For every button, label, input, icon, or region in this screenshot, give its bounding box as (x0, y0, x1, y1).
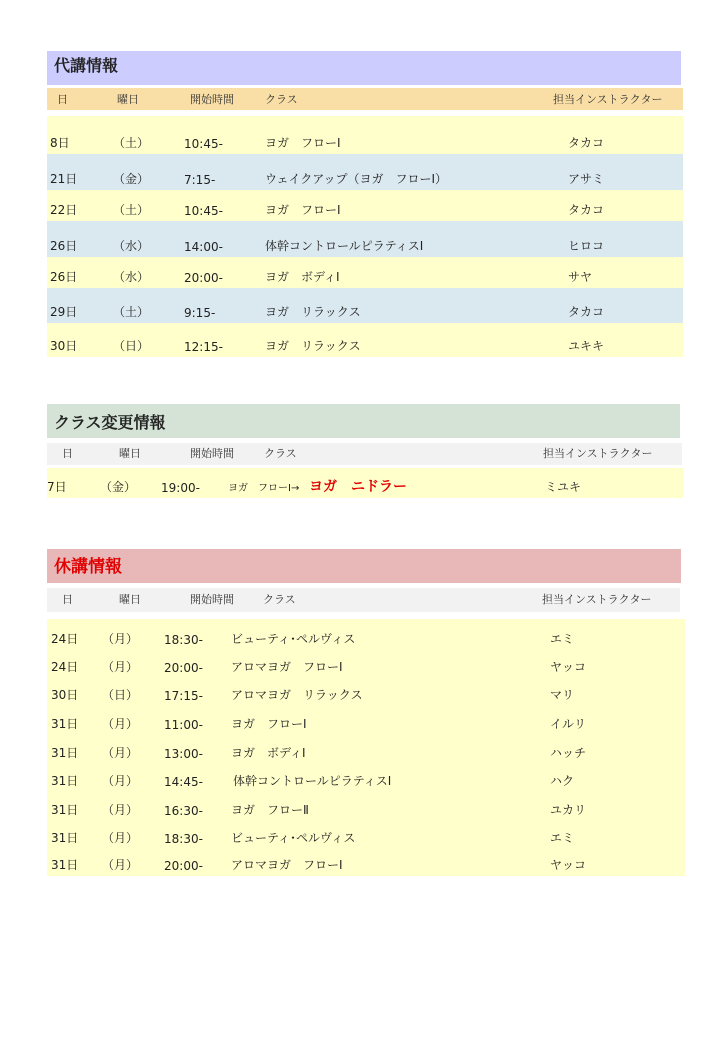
cell-day: 31日 (51, 803, 79, 817)
header-weekday: 曜日 (117, 93, 139, 106)
cell-class: ヨガ フローⅡ (231, 803, 309, 817)
cell-time: 18:30- (164, 832, 203, 846)
cell-instructor: ユカリ (550, 803, 587, 817)
table-row (47, 619, 683, 650)
header-instructor: 担当インストラクター (553, 93, 663, 106)
cell-time: 19:00- (161, 481, 200, 495)
cell-day: 31日 (51, 858, 79, 872)
cell-weekday: （月） (102, 774, 139, 788)
cell-time: 17:15- (164, 689, 203, 703)
cell-day: 29日 (50, 305, 78, 319)
cell-day: 30日 (51, 688, 79, 702)
table-row (47, 764, 683, 792)
cell-instructor: エミ (550, 632, 575, 646)
cell-weekday: （月） (102, 746, 139, 760)
header-class: クラス (263, 593, 296, 606)
cell-class: ヨガ リラックス (265, 305, 361, 319)
cell-instructor: ミユキ (545, 480, 582, 494)
cell-instructor: マリ (550, 688, 575, 702)
header-class: クラス (264, 447, 297, 460)
cell-instructor: ハク (550, 774, 575, 788)
cell-class-from: ヨガ フローⅠ→ (228, 483, 300, 494)
table-row (47, 221, 683, 257)
header-time: 開始時間 (190, 93, 234, 106)
substitute-title: 代講情報 (54, 56, 119, 75)
cell-weekday: （金） (100, 480, 137, 494)
table-row (47, 706, 683, 735)
cell-time: 10:45- (184, 204, 223, 218)
cell-class: ビューティ･ペルヴィス (231, 831, 356, 845)
cancellation-table (47, 619, 685, 876)
substitute-header-row (47, 88, 683, 110)
cell-weekday: （月） (102, 831, 139, 845)
cell-time: 16:30- (164, 804, 203, 818)
header-day: 日 (57, 93, 68, 106)
cell-instructor: ヤッコ (550, 660, 587, 674)
table-row (47, 821, 683, 849)
cell-instructor: イルリ (550, 717, 587, 731)
cell-class: ヨガ フローⅠ (231, 717, 307, 731)
cell-weekday: （月） (102, 803, 139, 817)
cell-class: 体幹コントロールピラティスⅠ (233, 774, 392, 788)
cell-day: 24日 (51, 660, 79, 674)
cell-day: 24日 (51, 632, 79, 646)
table-row (47, 468, 683, 498)
cell-day: 22日 (50, 203, 78, 217)
table-row (47, 735, 683, 764)
cell-weekday: （日） (102, 688, 139, 702)
table-row (47, 154, 683, 190)
cell-day: 21日 (50, 172, 78, 186)
class-change-header-row (47, 443, 682, 465)
cell-class: アロマヨガ フローⅠ (231, 858, 343, 872)
table-row (47, 849, 683, 876)
cell-weekday: （月） (102, 632, 139, 646)
cell-class: ヨガ リラックス (265, 339, 361, 353)
cancellation-title: 休講情報 (54, 557, 122, 577)
cell-class: ビューティ･ペルヴィス (231, 632, 356, 646)
cell-time: 14:00- (184, 240, 223, 254)
header-day: 日 (62, 593, 73, 606)
cell-day: 31日 (51, 746, 79, 760)
header-instructor: 担当インストラクター (542, 593, 652, 606)
cell-time: 10:45- (184, 137, 223, 151)
table-row (47, 678, 683, 706)
table-row (47, 116, 683, 154)
cell-instructor: ハッチ (550, 746, 587, 760)
cancellation-title-band (47, 549, 681, 583)
cell-time: 12:15- (184, 340, 223, 354)
cell-time: 14:45- (164, 775, 203, 789)
table-row (47, 792, 683, 821)
cell-instructor: アサミ (568, 172, 605, 186)
cell-weekday: （土） (113, 203, 150, 217)
header-weekday: 曜日 (119, 593, 141, 606)
cell-day: 30日 (50, 339, 78, 353)
cell-class: ウェイクアップ（ヨガ フローⅠ） (265, 172, 447, 186)
cell-time: 20:00- (164, 661, 203, 675)
class-change-title-band (47, 404, 680, 438)
header-class: クラス (265, 93, 298, 106)
cell-time: 9:15- (184, 306, 216, 320)
cell-weekday: （月） (102, 660, 139, 674)
cell-day: 8日 (50, 136, 70, 150)
cell-instructor: サヤ (568, 270, 593, 284)
table-row (47, 257, 683, 288)
cell-time: 11:00- (164, 718, 203, 732)
cell-weekday: （月） (102, 858, 139, 872)
cell-instructor: ヤッコ (550, 858, 587, 872)
cell-instructor: ヒロコ (568, 239, 605, 253)
cell-time: 20:00- (164, 859, 203, 873)
header-time: 開始時間 (190, 593, 234, 606)
cell-instructor: ユキキ (568, 339, 605, 353)
cell-weekday: （水） (113, 239, 150, 253)
cell-time: 13:00- (164, 747, 203, 761)
cell-weekday: （土） (113, 136, 150, 150)
cell-day: 26日 (50, 270, 78, 284)
cell-day: 7日 (47, 480, 67, 494)
cell-time: 7:15- (184, 173, 216, 187)
cell-instructor: エミ (550, 831, 575, 845)
cancellation-header-row (47, 588, 680, 612)
cell-time: 20:00- (184, 271, 223, 285)
cell-weekday: （金） (113, 172, 150, 186)
cell-class: 体幹コントロールピラティスⅠ (265, 239, 424, 253)
cell-class: ヨガ フローⅠ (265, 203, 341, 217)
cell-instructor: タカコ (568, 305, 605, 319)
cell-class: アロマヨガ フローⅠ (231, 660, 343, 674)
class-change-title: クラス変更情報 (54, 413, 166, 432)
table-row (47, 190, 683, 221)
cell-class: ヨガ ボディⅠ (231, 746, 306, 760)
cell-class-to: ヨガ ニドラー (309, 479, 407, 495)
header-day: 日 (62, 447, 73, 460)
cell-class: ヨガ ボディⅠ (265, 270, 340, 284)
cell-class: アロマヨガ リラックス (231, 688, 363, 702)
cell-instructor: タカコ (568, 136, 605, 150)
substitute-title-band (47, 51, 681, 85)
cell-day: 31日 (51, 774, 79, 788)
cell-weekday: （日） (113, 339, 150, 353)
header-instructor: 担当インストラクター (543, 447, 653, 460)
cell-day: 31日 (51, 717, 79, 731)
cell-weekday: （土） (113, 305, 150, 319)
cell-day: 26日 (50, 239, 78, 253)
cell-class: ヨガ フローⅠ (265, 136, 341, 150)
table-row (47, 288, 683, 323)
table-row (47, 323, 683, 357)
cell-day: 31日 (51, 831, 79, 845)
table-row (47, 650, 683, 678)
cell-time: 18:30- (164, 633, 203, 647)
header-weekday: 曜日 (119, 447, 141, 460)
cell-weekday: （水） (113, 270, 150, 284)
header-time: 開始時間 (190, 447, 234, 460)
cell-weekday: （月） (102, 717, 139, 731)
cell-instructor: タカコ (568, 203, 605, 217)
